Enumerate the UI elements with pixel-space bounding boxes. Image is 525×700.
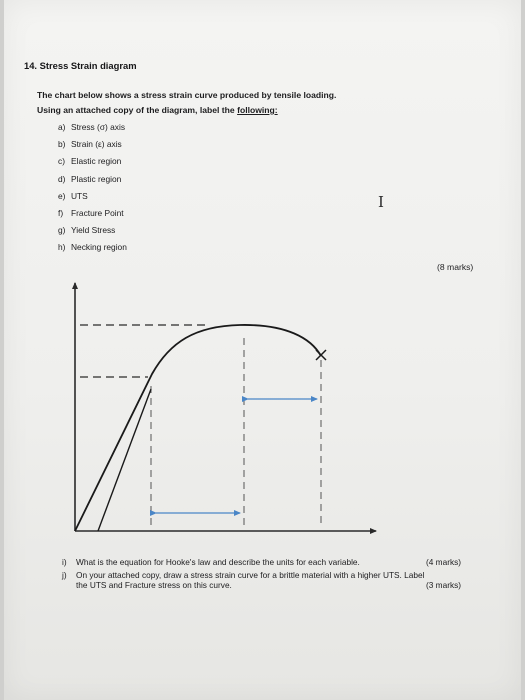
following-text: following: [237, 105, 278, 115]
fracture-point-marker [316, 350, 326, 360]
list-item: g) Yield Stress [58, 225, 116, 236]
question-title: 14. Stress Strain diagram [24, 60, 137, 71]
subquestion-j-line-2: the UTS and Fracture stress on this curve. (3 marks) [76, 580, 462, 590]
text-cursor-icon: I [378, 193, 384, 211]
list-item: h) Necking region [58, 242, 127, 253]
list-item: f) Fracture Point [58, 207, 124, 218]
stress-strain-curve [75, 325, 321, 531]
question-intro-line-1: The chart below shows a stress strain curve produced by tensile loading. [37, 90, 337, 100]
list-item: b) Strain (ε) axis [58, 139, 122, 150]
offset-line [98, 389, 151, 531]
subquestion-i: i) What is the equation for Hooke's law and describe the units for each variable. (4 marks) [62, 557, 462, 567]
subquestion-i-marks: (4 marks) [426, 557, 462, 567]
subquestion-j-marks: (3 marks) [426, 580, 462, 590]
list-item: d) Plastic region [58, 173, 122, 184]
intro-line-2-text: Using an attached copy of the diagram, label the [37, 105, 238, 115]
marks-label: (8 marks) [437, 262, 474, 272]
list-item: c) Elastic region [58, 156, 122, 167]
list-item: e) UTS [58, 190, 88, 201]
list-item: a) Stress (σ) axis [58, 122, 126, 132]
subquestion-j: j) On your attached copy, draw a stress strain curve for a brittle material with a higher UTS. Label [62, 570, 425, 580]
